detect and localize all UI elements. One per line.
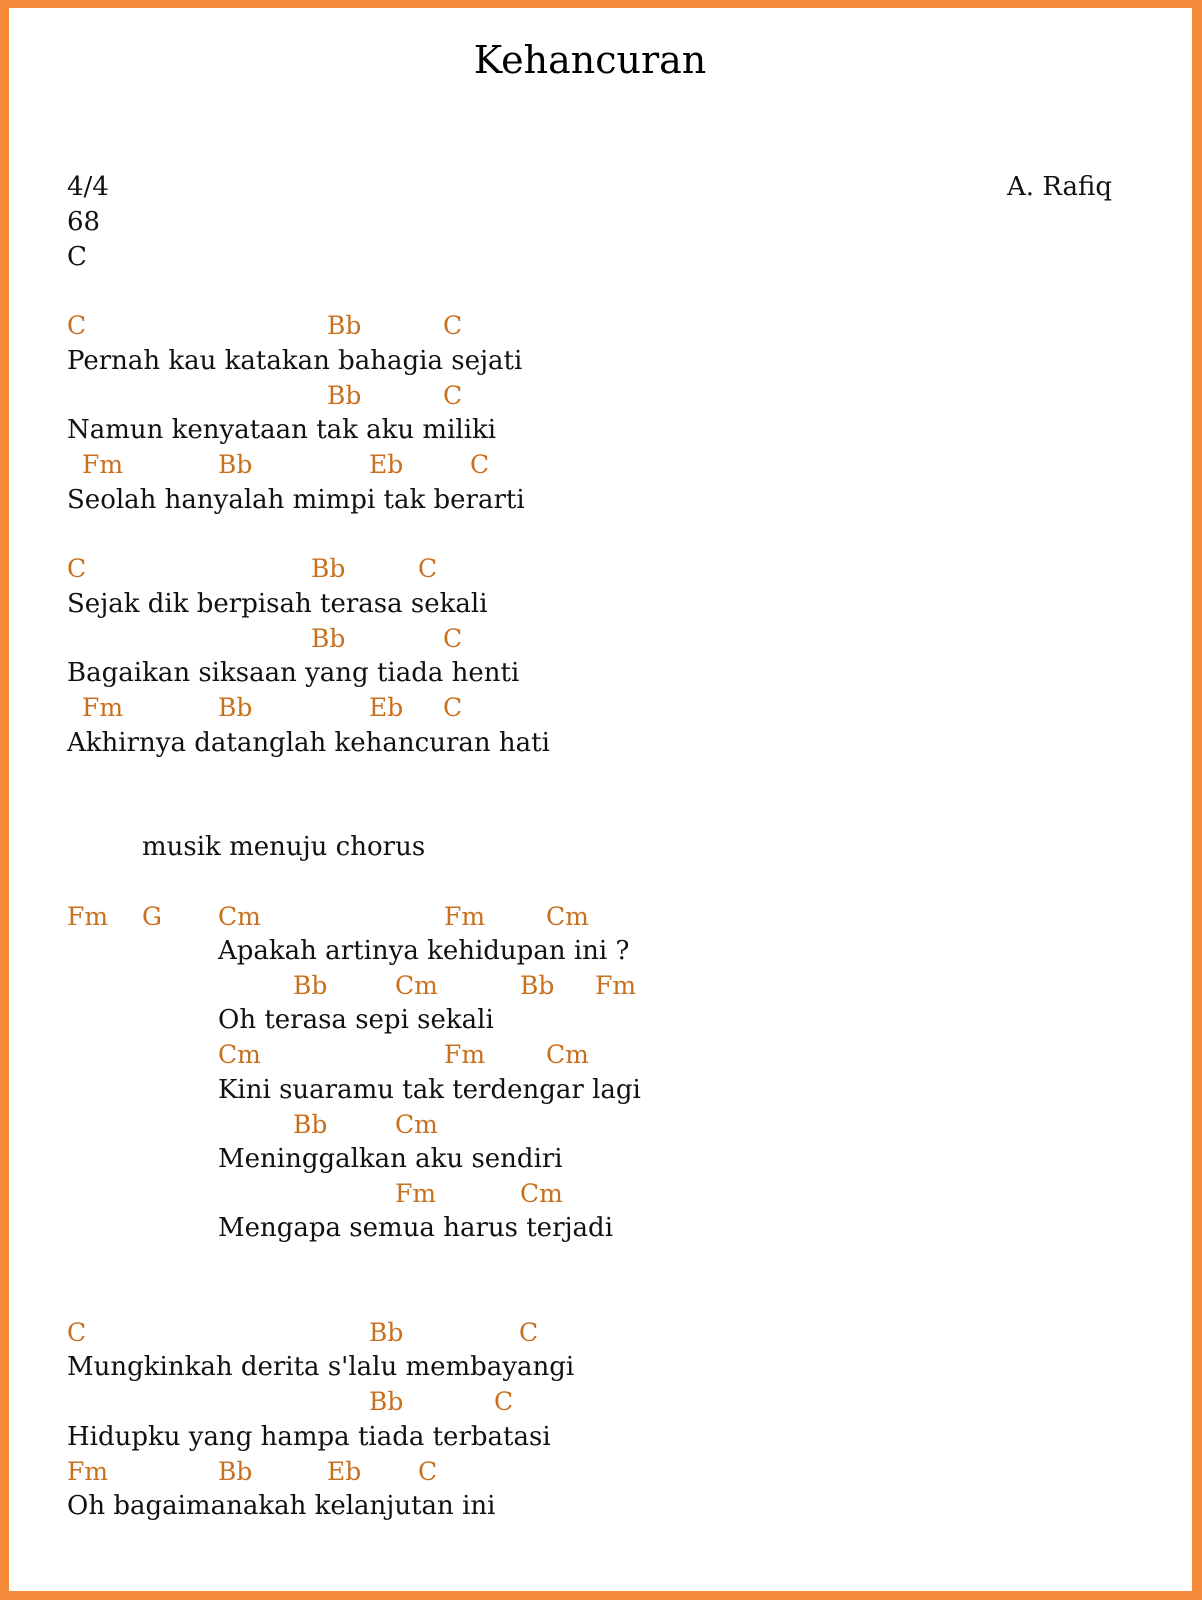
chord: Cm	[546, 902, 589, 931]
lyric-line: Meninggalkan aku sendiri	[218, 1144, 563, 1174]
lyric-line: Hidupku yang hampa tiada terbatasi	[67, 1422, 551, 1452]
chord: Cm	[218, 1040, 261, 1069]
chord: Bb	[311, 624, 346, 653]
chord: C	[494, 1387, 514, 1416]
chord: Bb	[369, 1387, 404, 1416]
chord: Bb	[311, 554, 346, 583]
lyric-line: Kini suaramu tak terdengar lagi	[218, 1075, 641, 1105]
chord: Eb	[327, 1457, 362, 1486]
time-signature: 4/4	[67, 172, 109, 202]
chord: G	[142, 902, 162, 931]
lyric-line: Namun kenyataan tak aku miliki	[67, 415, 497, 445]
chord: C	[67, 554, 87, 583]
chord: Bb	[293, 971, 328, 1000]
chord: Fm	[595, 971, 637, 1000]
chord: Eb	[369, 450, 404, 479]
chord: Fm	[67, 902, 109, 931]
chord: Fm	[67, 1457, 109, 1486]
chord: C	[443, 693, 463, 722]
lyric-line: Oh bagaimanakah kelanjutan ini	[67, 1491, 496, 1521]
chord: Bb	[218, 1457, 253, 1486]
lyric-line: Pernah kau katakan bahagia sejati	[67, 346, 523, 376]
chord: Bb	[369, 1318, 404, 1347]
chord: Bb	[327, 311, 362, 340]
chord: Bb	[218, 450, 253, 479]
chord: Cm	[395, 971, 438, 1000]
song-title: Kehancuran	[473, 38, 707, 82]
author: A. Rafiq	[1007, 172, 1112, 202]
chord: Cm	[218, 902, 261, 931]
chord: Bb	[218, 693, 253, 722]
chord: C	[443, 624, 463, 653]
chord: C	[418, 1457, 438, 1486]
chord: Fm	[444, 902, 486, 931]
chord: C	[470, 450, 490, 479]
lyric-line: Apakah artinya kehidupan ini ?	[218, 936, 630, 966]
chord: C	[443, 311, 463, 340]
lyric-line: Mengapa semua harus terjadi	[218, 1213, 614, 1243]
chord: Bb	[520, 971, 555, 1000]
chord: C	[519, 1318, 539, 1347]
chord: C	[443, 381, 463, 410]
lyric-line: Akhirnya datanglah kehancuran hati	[67, 728, 550, 758]
lyric-line: Mungkinkah derita s'lalu membayangi	[67, 1352, 575, 1382]
chord: Cm	[395, 1110, 438, 1139]
chord: Eb	[369, 693, 404, 722]
chord: Fm	[395, 1179, 437, 1208]
lyric-line: Bagaikan siksaan yang tiada henti	[67, 658, 520, 688]
chord: Bb	[327, 381, 362, 410]
chord: Fm	[82, 450, 124, 479]
chord: Fm	[444, 1040, 486, 1069]
chord: Cm	[546, 1040, 589, 1069]
interlude-note: musik menuju chorus	[142, 832, 426, 862]
lyric-line: Oh terasa sepi sekali	[218, 1005, 494, 1035]
key: C	[67, 242, 87, 272]
chord: Fm	[82, 693, 124, 722]
lyric-line: Sejak dik berpisah terasa sekali	[67, 589, 488, 619]
chord: C	[67, 311, 87, 340]
chord: Cm	[520, 1179, 563, 1208]
chord: C	[67, 1318, 87, 1347]
lyric-line: Seolah hanyalah mimpi tak berarti	[67, 485, 525, 515]
chord: Bb	[293, 1110, 328, 1139]
tempo: 68	[67, 207, 101, 237]
chord: C	[418, 554, 438, 583]
